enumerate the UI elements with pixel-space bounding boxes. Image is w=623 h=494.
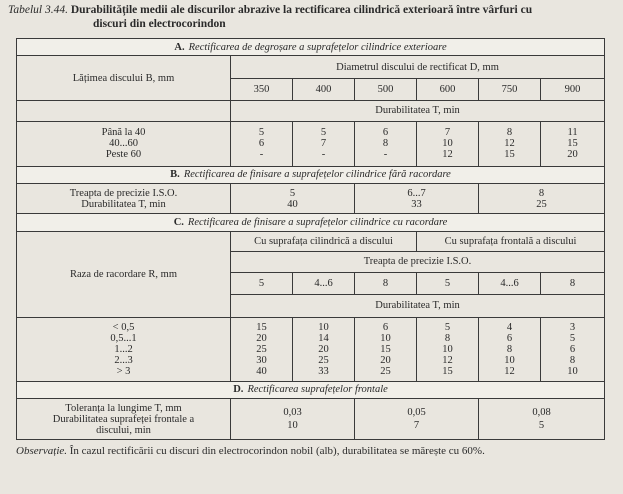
section-c-radius-labels: < 0,5 0,5...1 1...2 2...3 > 3 (17, 317, 231, 381)
section-b-col-2: 6...7 33 (355, 183, 479, 214)
section-a-values-600: 7 10 12 (417, 121, 479, 166)
caption-number: Tabelul 3.44. (8, 4, 68, 16)
section-c-values-col-6: 3 5 6 8 10 (541, 317, 605, 381)
section-c-values-col-2: 10 14 20 25 33 (293, 317, 355, 381)
section-d-col-1: 0,03 10 (231, 399, 355, 440)
section-d-labels: Toleranța la lungime T, mm Durabilitatea suprafeței frontale a discului, min (17, 399, 231, 440)
footnote-text: În cazul rectificării cu discuri din electrocorindon nobil (alb), durabilitatea se mărește cu 60%. (69, 445, 485, 457)
diameter-600: 600 (417, 78, 479, 100)
table-caption (8, 3, 613, 31)
section-a-title: A. Rectificarea de degroșare a suprafețelor cilindrice exterioare (17, 39, 605, 56)
diameter-750: 750 (479, 78, 541, 100)
section-c-precision-2: 4...6 (293, 272, 355, 294)
footnote (16, 444, 611, 458)
section-c-values-col-3: 6 10 15 20 25 (355, 317, 417, 381)
section-c-group-cylindrical: Cu suprafața cilindrică a discului (231, 231, 417, 251)
section-a-durability-header: Durabilitatea T, min (231, 101, 605, 121)
section-d-title: D. Rectificarea suprafețelor frontale (17, 381, 605, 398)
caption-title-line2: discuri din electrocorindon (93, 18, 226, 30)
diameter-900: 900 (541, 78, 605, 100)
section-c-precision-header: Treapta de precizie I.S.O. (231, 252, 605, 272)
section-c-precision-6: 8 (541, 272, 605, 294)
section-b-labels: Treapta de precizie I.S.O. Durabilitatea T, min (17, 183, 231, 214)
caption-title-line1: Durabilitățile medii ale discurilor abrazive la rectificarea cilindrică exterioară între vârfuri cu (70, 4, 533, 16)
section-a-diameter-header: Diametrul discului de rectificat D, mm (231, 56, 605, 78)
section-b-col-1: 5 40 (231, 183, 355, 214)
section-a-values-500: 6 8 - (355, 121, 417, 166)
section-a-values-750: 8 12 15 (479, 121, 541, 166)
diameter-400: 400 (293, 78, 355, 100)
section-c-radius-header: Raza de racordare R, mm (17, 231, 231, 317)
section-c-precision-1: 5 (231, 272, 293, 294)
section-c-precision-4: 5 (417, 272, 479, 294)
footnote-label: Observație. (16, 445, 68, 457)
section-b-title: B. Rectificarea de finisare a suprafețelor cilindrice fără racordare (17, 166, 605, 183)
section-b-col-3: 8 25 (479, 183, 605, 214)
durability-table (16, 38, 605, 440)
section-a-values-350: 5 6 - (231, 121, 293, 166)
diameter-350: 350 (231, 78, 293, 100)
section-a-values-900: 11 15 20 (541, 121, 605, 166)
section-c-precision-3: 8 (355, 272, 417, 294)
section-a-width-header: Lățimea discului B, mm (17, 56, 231, 101)
section-c-precision-5: 4...6 (479, 272, 541, 294)
section-c-title: C. Rectificarea de finisare a suprafețelor cilindrice cu racordare (17, 214, 605, 231)
section-c-group-frontal: Cu suprafața frontală a discului (417, 231, 605, 251)
section-d-col-2: 0,05 7 (355, 399, 479, 440)
diameter-500: 500 (355, 78, 417, 100)
section-c-durability-header: Durabilitatea T, min (231, 295, 605, 317)
section-a-width-labels: Până la 40 40...60 Peste 60 (17, 121, 231, 166)
section-c-values-col-5: 4 6 8 10 12 (479, 317, 541, 381)
section-c-values-col-4: 5 8 10 12 15 (417, 317, 479, 381)
section-d-col-3: 0,08 5 (479, 399, 605, 440)
section-a-values-400: 5 7 - (293, 121, 355, 166)
section-c-values-col-1: 15 20 25 30 40 (231, 317, 293, 381)
